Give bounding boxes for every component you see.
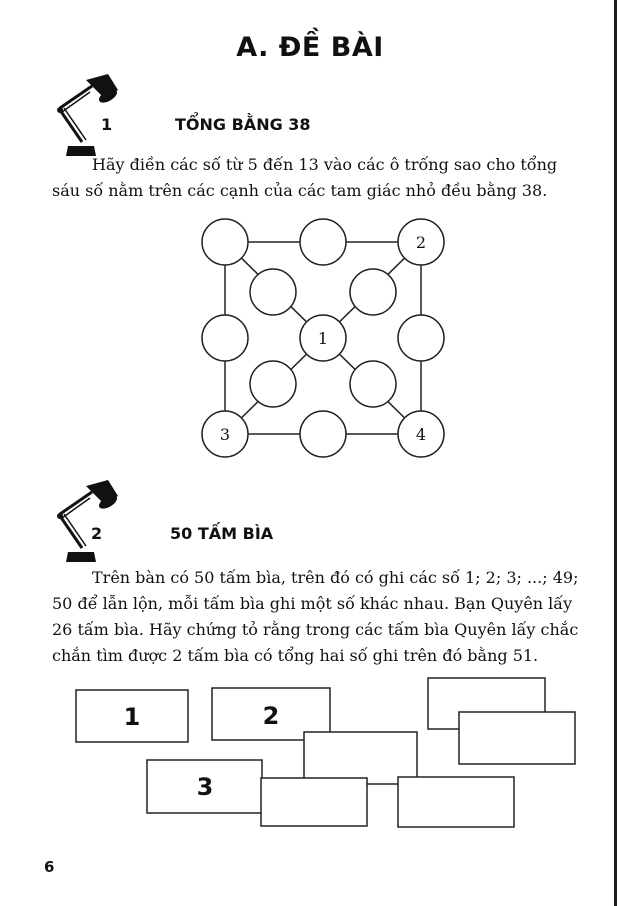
- page-title: A. ĐỀ BÀI: [236, 32, 384, 63]
- circle-top-middle: [300, 219, 346, 265]
- page-number: 6: [44, 858, 55, 876]
- circle-upper-right-inner: [350, 269, 396, 315]
- circle-top-left: [202, 219, 248, 265]
- card-back-4: [261, 778, 367, 826]
- problem-2-number: 2: [91, 524, 103, 543]
- problem-2-title: 50 TẤM BÌA: [170, 524, 274, 543]
- top-right-number: 2: [415, 233, 427, 252]
- page-edge: [614, 0, 617, 906]
- card-back-5: [398, 777, 514, 827]
- card-2-number: 2: [262, 702, 280, 730]
- circle-upper-left-inner: [250, 269, 296, 315]
- bottom-left-number: 3: [219, 425, 231, 444]
- card-back-2: [459, 712, 575, 764]
- circle-middle-right: [398, 315, 444, 361]
- desk-lamp-icon: [46, 480, 122, 572]
- center-number: 1: [317, 329, 329, 348]
- circle-lower-left-inner: [250, 361, 296, 407]
- circle-lower-right-inner: [350, 361, 396, 407]
- cards-figure: [70, 674, 580, 834]
- card-3-number: 3: [196, 773, 214, 801]
- circle-middle-left: [202, 315, 248, 361]
- number-puzzle-figure: [195, 218, 445, 468]
- problem-1-text: Hãy điền các số từ 5 đến 13 vào các ô trống sao cho tổng sáu số nằm trên các cạnh của các tam giác nhỏ đều bằng 38.: [52, 155, 558, 200]
- problem-2-text: Trên bàn có 50 tấm bìa, trên đó có ghi các số 1; 2; 3; ...; 49; 50 để lẫn lộn, mỗi tấm bìa ghi một số khác nhau. Bạn Quyên lấy 26 tấm bìa. Hãy chứng tỏ rằng trong các tấm bìa Quyên lấy chắc chắn tìm được 2 tấm bìa có tổng hai số ghi trên đó bằng 51.: [52, 568, 579, 665]
- bottom-right-number: 4: [415, 425, 427, 444]
- card-1-number: 1: [123, 703, 141, 731]
- problem-1-number: 1: [101, 115, 113, 134]
- problem-1-title: TỔNG BẰNG 38: [175, 115, 311, 134]
- card-back-3: [304, 732, 417, 784]
- circle-bottom-middle: [300, 411, 346, 457]
